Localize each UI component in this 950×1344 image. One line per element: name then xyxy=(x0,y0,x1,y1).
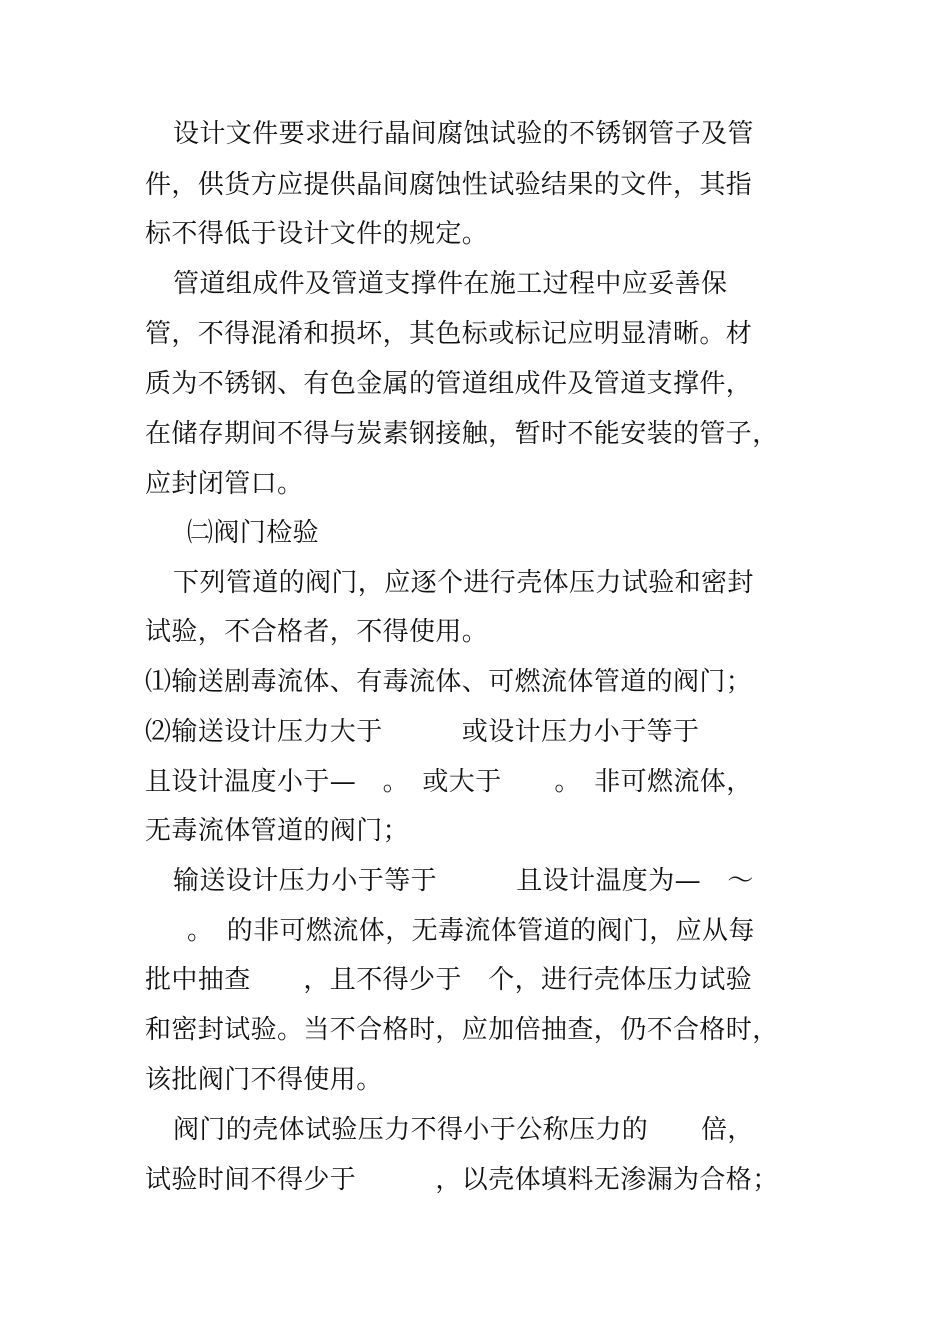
text-line: 管，不得混淆和损坏，其色标或标记应明显清晰。材 xyxy=(145,319,753,349)
text-line: 。 的非可燃流体，无毒流体管道的阀门，应从每 xyxy=(187,916,755,946)
text-line: 试验，不合格者，不得使用。 xyxy=(145,617,489,647)
text-line: 应封闭管口。 xyxy=(145,469,304,499)
text-line: 该批阀门不得使用。 xyxy=(145,1065,383,1095)
text-line: 且设计温度小于— 。 或大于 。 非可燃流体， xyxy=(145,767,753,797)
text-line: 试验时间不得少于 ，以壳体填料无渗漏为合格； xyxy=(145,1165,779,1195)
list-item: ⑵输送设计压力大于 或设计压力小于等于 xyxy=(145,717,700,747)
text-line: 设计文件要求进行晶间腐蚀试验的不锈钢管子及管 xyxy=(173,119,754,149)
text-line: 管道组成件及管道支撑件在施工过程中应妥善保 xyxy=(173,269,728,299)
text-line: 在储存期间不得与炭素钢接触，暂时不能安装的管子， xyxy=(145,419,779,449)
text-line: 阀门的壳体试验压力不得小于公称压力的 倍， xyxy=(173,1115,754,1145)
text-line: 件，供货方应提供晶间腐蚀性试验结果的文件，其指 xyxy=(145,170,753,200)
text-line: 输送设计压力小于等于 且设计温度为— ～ xyxy=(173,866,754,896)
text-line: 无毒流体管道的阀门； xyxy=(145,816,410,846)
text-line: 标不得低于设计文件的规定。 xyxy=(145,219,489,249)
list-item: ⑴输送剧毒流体、有毒流体、可燃流体管道的阀门； xyxy=(145,667,753,697)
text-line: 下列管道的阀门，应逐个进行壳体压力试验和密封 xyxy=(173,568,754,598)
text-line: 和密封试验。当不合格时，应加倍抽查，仍不合格时， xyxy=(145,1015,779,1045)
section-heading: ㈡阀门检验 xyxy=(187,518,320,548)
text-line: 批中抽查 ，且不得少于 个，进行壳体压力试验 xyxy=(145,965,753,995)
text-line: 质为不锈钢、有色金属的管道组成件及管道支撑件， xyxy=(145,369,753,399)
